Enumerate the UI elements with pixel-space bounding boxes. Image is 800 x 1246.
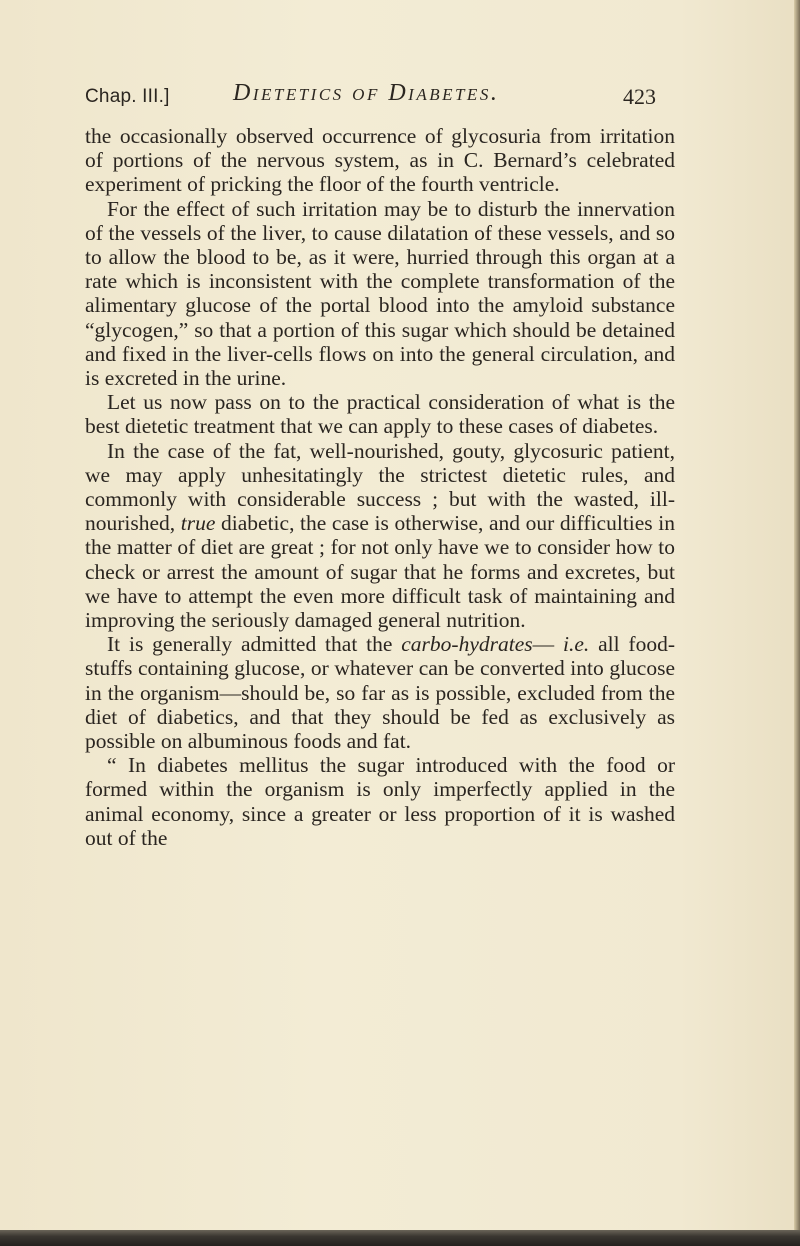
- page-number: 423: [623, 84, 656, 109]
- paragraph: For the effect of such irritation may be to disturb the innervation of the vessels of the liver, to cause dilatation of these vessels, and so to allow the blood to be, as it were, hurried through this organ at a rate which is inconsistent with the complete transformation of the alimentary glucose of the portal blood into the amyloid substance “glycogen,” so that a portion of this sugar which should be detained and fixed in the liver-cells flows on into the general circulation, and is excreted in the urine.: [85, 196, 675, 391]
- emphasis: carbo-hydrates: [401, 632, 533, 657]
- emphasis: i.e.: [562, 632, 590, 657]
- paragraph-text: —: [532, 632, 563, 657]
- paragraph-text: diabetic, the case is otherwise, and our difficulties in the matter of diet are great ; for not only have we to consider how to check or arrest the amount of sugar that he forms and excretes, but we have to attempt the even more difficult task of maintaining and improving the seriously damaged general nutrition.: [85, 511, 675, 633]
- paragraph-text: It is generally admitted that the: [107, 632, 402, 657]
- page-bottom-edge: [0, 1230, 800, 1246]
- paragraph: Let us now pass on to the practical consideration of what is the best dietetic treatment that we can apply to these cases of diabetes.: [85, 390, 675, 439]
- running-title: Dietetics of Diabetes.: [233, 80, 500, 106]
- paragraph: “ In diabetes mellitus the sugar introduced with the food or formed within the organism is only imperfectly applied in the animal economy, since a greater or less proportion of it is washed out of the: [85, 753, 675, 850]
- body-text: [85, 124, 675, 850]
- running-header: [85, 80, 685, 114]
- paragraph-text: In the case of the fat, well-nourished, gouty, glycosuric patient, we may apply unhesitatingly the strictest dietetic rules, and commonly with considerable success ; but with the wasted, ill-nourished,: [85, 438, 675, 536]
- page-edge-shadow: [794, 0, 800, 1246]
- chapter-reference: Chap. III.]: [85, 86, 170, 107]
- paragraph: [85, 632, 675, 753]
- emphasis: true: [180, 511, 216, 536]
- paragraph: the occasionally observed occurrence of glycosuria from irritation of portions of the nervous system, as in C. Bernard’s celebrated experiment of pricking the floor of the fourth ventricle.: [85, 124, 675, 197]
- paragraph-text: all food-stuffs containing glucose, or whatever can be converted into glucose in the organism—should be, so far as is possible, excluded from the diet of diabetics, and that they should be fed as exclusively as possible on albuminous foods and fat.: [85, 632, 675, 754]
- paragraph: [85, 439, 675, 633]
